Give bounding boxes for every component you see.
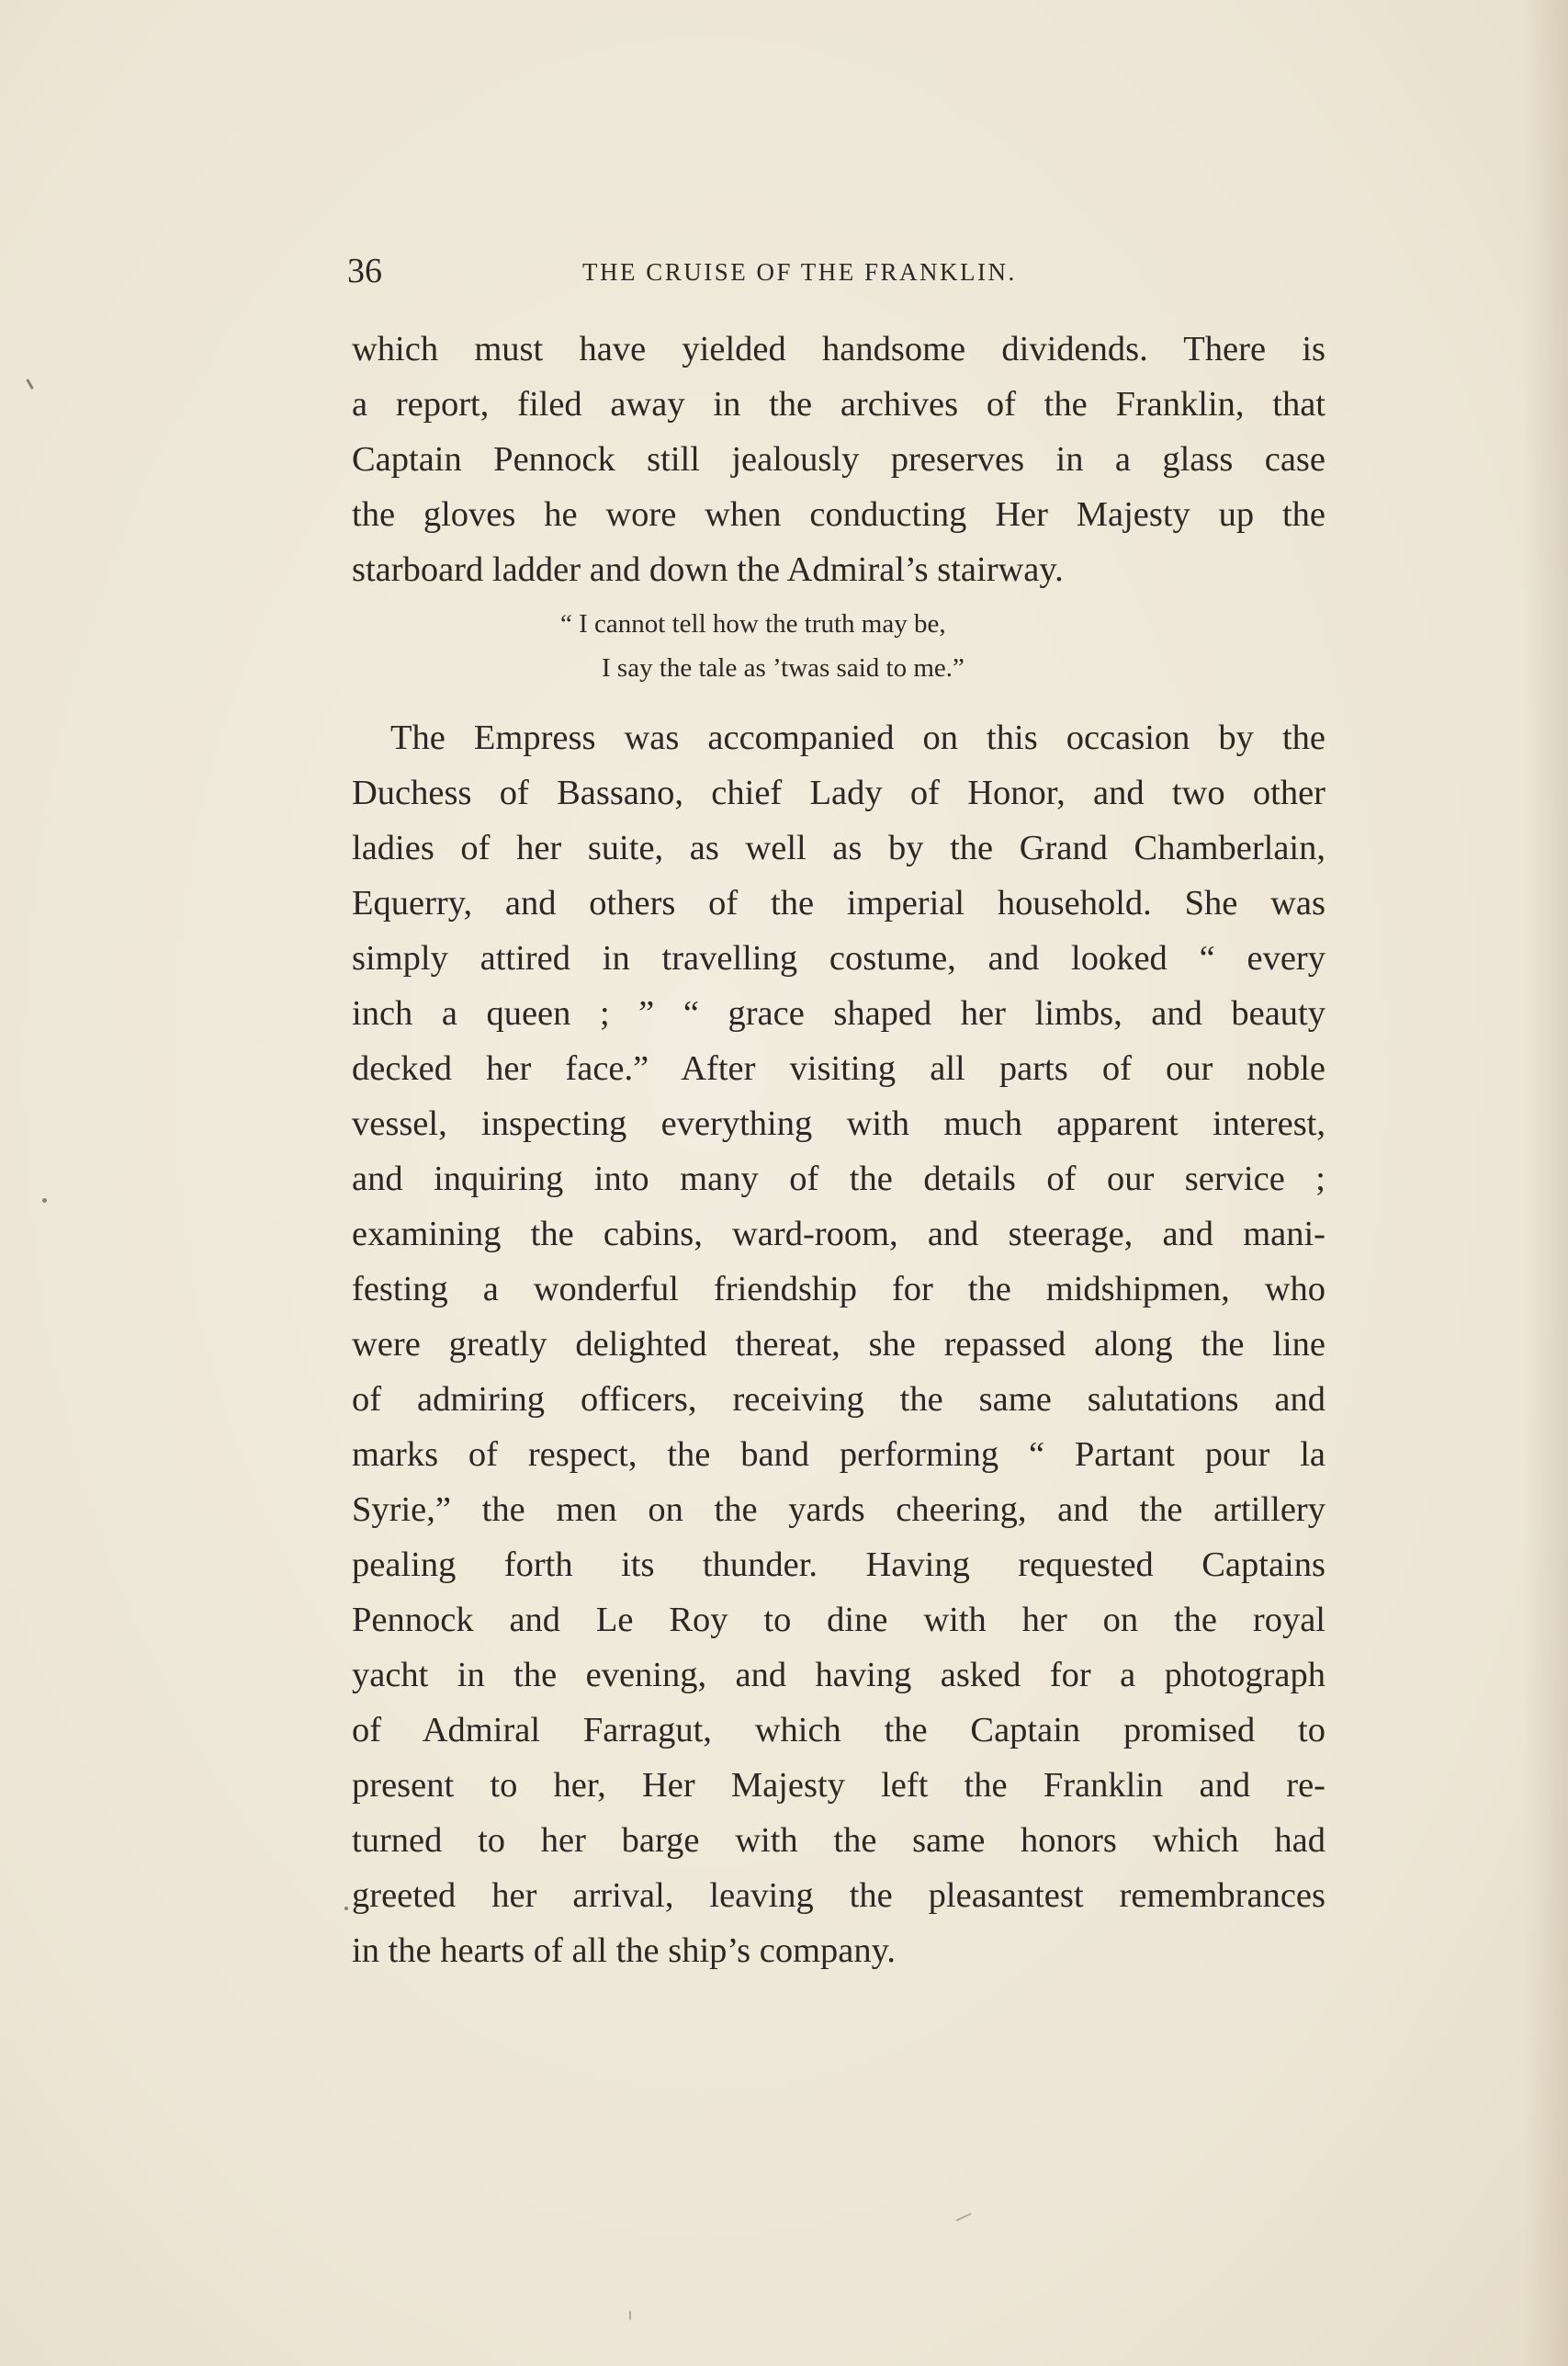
- text-line: Equerry, and others of the imperial household. She was: [352, 884, 1325, 923]
- text-line: Syrie,” the men on the yards cheering, and the artillery: [352, 1490, 1325, 1529]
- text-line: were greatly delighted thereat, she repassed along the line: [352, 1325, 1325, 1364]
- text-line: pealing forth its thunder. Having requested Captains: [352, 1545, 1325, 1584]
- paper-speck: [42, 1198, 47, 1203]
- text-line: present to her, Her Majesty left the Franklin and re-: [352, 1766, 1325, 1805]
- text-line: starboard ladder and down the Admiral’s stairway.: [352, 550, 1064, 589]
- text-line: simply attired in travelling costume, and looked “ every: [352, 939, 1325, 978]
- running-head: THE CRUISE OF THE FRANKLIN.: [582, 258, 1017, 286]
- text-line: vessel, inspecting everything with much apparent interest,: [352, 1104, 1325, 1143]
- text-line: of admiring officers, receiving the same salutations and: [352, 1380, 1325, 1419]
- text-line: decked her face.” After visiting all parts of our noble: [352, 1049, 1325, 1088]
- text-line: and inquiring into many of the details of our service ;: [352, 1160, 1325, 1198]
- text-line: turned to her barge with the same honors which had: [352, 1821, 1325, 1860]
- paper-speck: [955, 2213, 971, 2221]
- text-line: marks of respect, the band performing “ Partant pour la: [352, 1435, 1325, 1474]
- page-header: [347, 248, 1330, 294]
- paper-speck: [344, 1907, 348, 1910]
- text-line: The Empress was accompanied on this occasion by the: [390, 719, 1325, 757]
- paragraph-2: [352, 710, 1325, 1978]
- text-line: Duchess of Bassano, chief Lady of Honor, and two other: [352, 774, 1325, 812]
- text-line: of Admiral Farragut, which the Captain promised to: [352, 1711, 1325, 1749]
- text-line: in the hearts of all the ship’s company.: [352, 1931, 896, 1970]
- page-edge-shadow: [1524, 0, 1568, 2366]
- text-line: examining the cabins, ward-room, and steerage, and mani-: [352, 1215, 1325, 1253]
- text-line: inch a queen ; ” “ grace shaped her limbs, and beauty: [352, 994, 1325, 1033]
- text-line: yacht in the evening, and having asked for a photograph: [352, 1656, 1325, 1694]
- paper-speck: [629, 2311, 631, 2320]
- paragraph-1: [352, 322, 1325, 597]
- page-number: 36: [347, 252, 382, 290]
- text-line: the gloves he wore when conducting Her Majesty up the: [352, 495, 1325, 534]
- text-line: greeted her arrival, leaving the pleasantest remembrances: [352, 1876, 1325, 1915]
- text-line: Captain Pennock still jealously preserves in a glass case: [352, 440, 1325, 479]
- text-line: ladies of her suite, as well as by the Grand Chamberlain,: [352, 829, 1325, 867]
- verse-quotation: [352, 602, 1325, 690]
- text-line: a report, filed away in the archives of the Franklin, that: [352, 385, 1325, 424]
- text-line: which must have yielded handsome dividends. There is: [352, 330, 1325, 368]
- verse-line: I say the tale as ’twas said to me.”: [602, 653, 964, 683]
- verse-line: “ I cannot tell how the truth may be,: [560, 609, 946, 639]
- paper-speck: [26, 379, 34, 390]
- text-line: Pennock and Le Roy to dine with her on the royal: [352, 1601, 1325, 1639]
- text-line: festing a wonderful friendship for the midshipmen, who: [352, 1270, 1325, 1308]
